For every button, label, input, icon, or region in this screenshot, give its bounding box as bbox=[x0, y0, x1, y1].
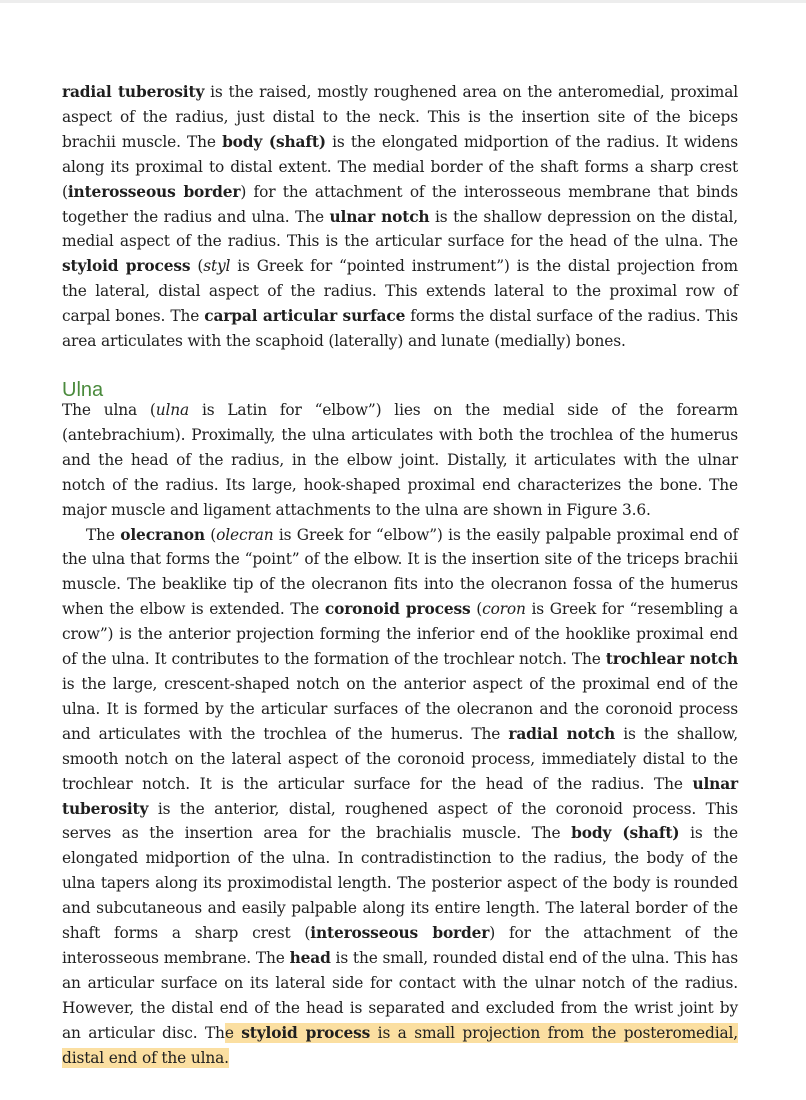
text-run: forms the distal surface of the radius. This area articulates with the scaphoid (laterally) and lunate (medially) bones. bbox=[62, 307, 738, 351]
text-run: is the large, crescent-shaped notch on the anterior aspect of the proximal end of the ulna. It is formed by the articular surfaces of the olecranon and the coronoid process and articulates with the trochlea of the humerus. The bbox=[62, 674, 738, 743]
bold-term: interosseous border bbox=[310, 924, 490, 943]
text-run: e bbox=[224, 1023, 242, 1042]
bold-term: styloid process bbox=[241, 1023, 371, 1042]
radius-paragraph bbox=[62, 80, 738, 354]
text-run: is the shallow depression on the distal, medial aspect of the radius. This is the articular surface for the head of the ulna. The bbox=[62, 207, 738, 251]
bold-term: interosseous border bbox=[67, 182, 241, 201]
text-run: is Greek for “pointed instrument”) is the distal projection from the lateral, distal aspect of the radius. This extends lateral to the proximal row of carpal bones. The bbox=[62, 257, 738, 326]
italic-term: styl bbox=[203, 257, 231, 276]
bold-term: carpal articular surface bbox=[204, 307, 406, 326]
text-run: is the elongated midportion of the ulna. In contradistinction to the radius, the body of the ulna tapers along its proximodistal length. The posterior aspect of the body is rounded and subcutaneous and easily palpable along its entire length. The lateral border of the shaft forms a sharp crest ( bbox=[62, 824, 738, 943]
text-run: is the small, rounded distal end of the ulna. This has an articular surface on its lateral side for contact with the ulnar notch of the radius. However, the distal end of the head is separated and excluded from the wrist joint by an articular disc. Th bbox=[62, 948, 738, 1042]
bold-term: trochlear notch bbox=[605, 650, 738, 669]
text-run: ( bbox=[204, 525, 217, 544]
bold-term: olecranon bbox=[120, 525, 205, 544]
text-run: is Greek for “elbow”) is the easily palpable proximal end of the ulna that forms the “point” of the elbow. It is the insertion site of the triceps brachii muscle. The beaklike tip of the olecranon fits into the olecranon fossa of the humerus when the elbow is extended. The bbox=[62, 525, 739, 619]
text-run: is the raised, mostly roughened area on the anteromedial, proximal aspect of the radius, just distal to the neck. This is the insertion site of the biceps brachii muscle. The bbox=[62, 83, 738, 151]
text-run: is the elongated midportion of the radius. It widens along its proximal to distal extent. The medial border of the shaft forms a sharp crest ( bbox=[62, 132, 738, 201]
text-run: is the shallow, smooth notch on the lateral aspect of the coronoid process, immediately distal to the trochlear notch. It is the articular surface for the head of the radius. The bbox=[62, 724, 738, 793]
text-run: ) for the attachment of the interosseous membrane. The bbox=[62, 924, 738, 967]
bold-term: body (shaft) bbox=[222, 132, 326, 151]
text-run: is a small projection from the posteromedial, distal end of the ulna. bbox=[62, 1023, 739, 1067]
bold-term: radial tuberosity bbox=[62, 83, 205, 101]
text-run: is Latin for “elbow”) lies on the medial side of the forearm (antebrachium). Proximally, the ulna articulates with both the trochlea of the humerus and the head of the radius, in the elbow joint. Distally, it articulates with the ulnar notch of the radius. Its large, hook-shaped proximal end characterizes the bone. The major muscle and ligament attachments to the ulna are shown in Figure 3.6. bbox=[62, 401, 738, 519]
text-run: ( bbox=[190, 257, 204, 276]
text-run: is Greek for “resembling a crow”) is the anterior projection forming the inferior end of the hooklike proximal end of the ulna. It contributes to the formation of the trochlear notch. The bbox=[62, 600, 738, 669]
bold-term: body (shaft) bbox=[571, 824, 680, 843]
text-run: The ulna ( bbox=[62, 401, 156, 419]
text-run: ( bbox=[470, 600, 483, 619]
highlight bbox=[241, 1023, 370, 1043]
text-run: The bbox=[86, 525, 121, 544]
ulna-section bbox=[62, 398, 738, 1070]
top-divider bbox=[0, 0, 806, 3]
italic-term: olecran bbox=[216, 525, 274, 544]
bold-term: radial notch bbox=[508, 724, 615, 743]
italic-term: coron bbox=[482, 600, 526, 619]
paragraph bbox=[62, 523, 738, 1071]
bold-term: ulnar notch bbox=[329, 207, 430, 226]
highlight bbox=[225, 1023, 241, 1043]
bold-term: ulnar tuberosity bbox=[62, 774, 738, 818]
bold-term: coronoid process bbox=[324, 600, 471, 619]
section-heading-ulna: Ulna bbox=[62, 378, 104, 401]
bold-term: head bbox=[289, 948, 331, 967]
bold-term: styloid process bbox=[62, 257, 191, 276]
paragraph bbox=[62, 398, 738, 523]
paragraph bbox=[62, 80, 738, 354]
italic-term: ulna bbox=[155, 401, 190, 419]
text-run: ) for the attachment of the interosseous membrane that binds together the radius and ulna. The bbox=[62, 182, 739, 226]
text-run: is the anterior, distal, roughened aspect of the coronoid process. This serves as the insertion area for the brachialis muscle. The bbox=[62, 799, 738, 843]
